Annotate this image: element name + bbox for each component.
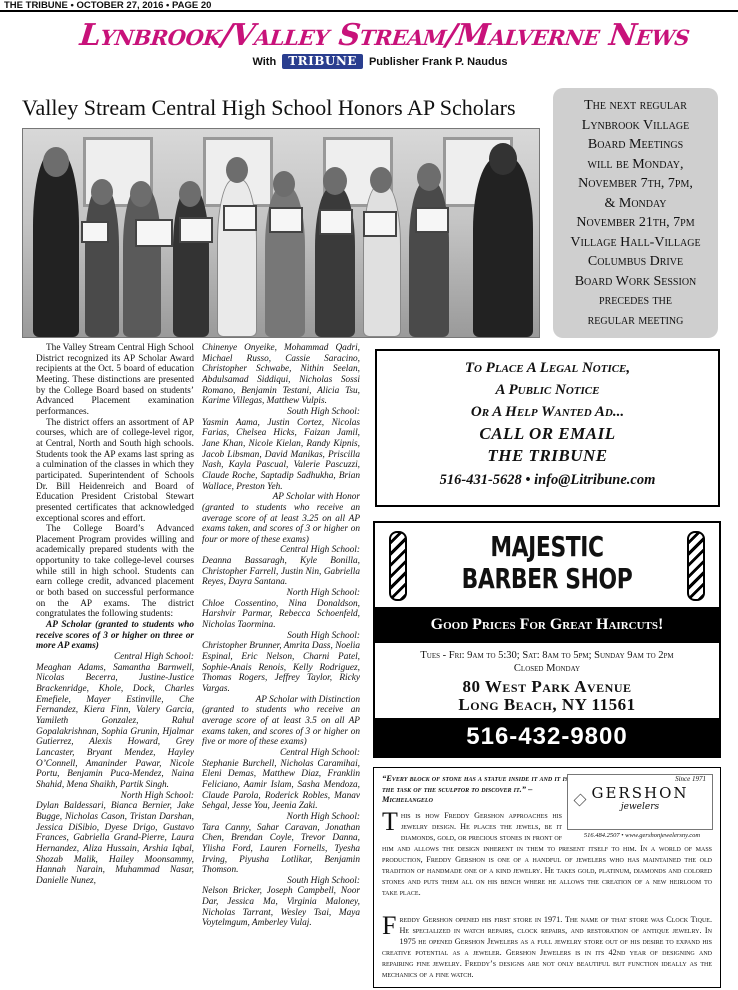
barber-phone[interactable]: 516-432-9800 xyxy=(375,718,719,756)
photo-person xyxy=(85,187,119,337)
article-paragraph: AP Scholar with Distinction xyxy=(255,694,360,705)
article-paragraph: AP Scholar with Honor xyxy=(272,492,360,503)
article-paragraph: South High School: xyxy=(287,630,360,641)
photo-head xyxy=(489,143,517,175)
legal-line: To Place A Legal Notice, xyxy=(464,360,631,376)
barber-name-line: BARBER SHOP xyxy=(461,562,633,595)
legal-tribune: THE TRIBUNE xyxy=(487,446,608,465)
dropcap: T xyxy=(382,807,398,836)
notice-line: & Monday xyxy=(604,195,667,211)
barber-hours-line: Closed Monday xyxy=(513,663,581,674)
article-paragraph: AP Scholar (granted to students who receive scores of 3 or higher on three or more AP exams) xyxy=(36,620,194,652)
masthead-subtitle xyxy=(80,54,680,69)
notice-line: Columbus Drive xyxy=(587,254,684,269)
barber-tagline: Good Prices For Great Haircuts! xyxy=(375,607,719,643)
article-column-1 xyxy=(36,343,194,886)
article-paragraph: North High School: xyxy=(286,811,360,822)
barber-header xyxy=(375,523,719,607)
notice-line: will be Monday, xyxy=(587,156,684,172)
article-paragraph: (granted to students who receive an average score of at least 3.5 on all AP exams taken, and scores of 3 or higher on five or more of these exams) xyxy=(202,705,360,748)
gershon-quote: “Every block of stone has a statue inside it and it is the task of the sculptor to discover it.” – Michelangelo xyxy=(382,773,569,804)
photo-certificate xyxy=(223,205,257,231)
barber-hours xyxy=(375,643,719,675)
photo-person xyxy=(409,181,449,337)
notice-line: The next regular xyxy=(584,98,687,113)
photo-person xyxy=(363,185,401,337)
barber-name xyxy=(413,523,681,595)
article-column-2 xyxy=(202,343,360,929)
layout-spacer xyxy=(562,810,712,834)
masthead-title: Lynbrook/Valley Stream/Malverne News xyxy=(78,18,692,53)
legal-contact[interactable]: 516-431-5628 • info@Litribune.com xyxy=(439,472,656,488)
photo-head xyxy=(91,179,113,205)
legal-line: A Public Notice xyxy=(495,382,600,398)
article-paragraph: North High School: xyxy=(286,588,360,599)
gershon-contact[interactable]: 516.484.2507 • www.gershonjewelersny.com xyxy=(583,832,701,839)
article-paragraph: The Valley Stream Central High School District recognized its AP Scholar Award recipients at the Oct. 5 board of education Meeting. These distinctions are presented by the College Board based on students’ Advanced Placement examination performances. xyxy=(36,343,194,417)
article-paragraph: Central High School: xyxy=(279,747,360,758)
article-paragraph: Dylan Baldessari, Bianca Bernier, Jake Bugge, Nicholas Cason, Tristan Darshan, Jessica DiSibio, Dyese Drigo, Gustavo Frances, Gabriella Grand-Pierre, Laura Hernandez, Aliza Hussain, Arshia Iqbal, Shozab Malik, Hailey Moonsammy, Hannah Narain, Muhammad Nasar, Danielle Nunez, xyxy=(36,801,194,886)
article-paragraph: Meaghan Adams, Samantha Barnwell, Nicolas Becerra, Justine-Justice Brackenridge, Khole, Dock, Charles Emefiele, Mayer Estinville, Che Fernandez, Kiera Finn, Valery Garcia, Yamileth Gonzalez, Rahul Gopalakrishnan, Sophia Grunin, Hjalmar Gutierrez, Alexis Howard, Grey Lancaster, Bryant Mendez, Hayley O’Connell, Amaninder Pawar, Nicole Portu, Benjamin Puca-Mendez, Naina Shahid, Mena Shaikh, Partik Singh. xyxy=(36,662,194,790)
article-paragraph: South High School: xyxy=(287,875,360,886)
notice-line: Board Work Session xyxy=(574,273,697,289)
masthead-with: With xyxy=(252,55,277,68)
tribune-logo: TRIBUNE xyxy=(282,54,363,69)
barber-hours-line: Tues - Fri: 9am to 5:30; Sat: 8am to 5pm; Sunday 9am to 2pm xyxy=(420,650,674,661)
notice-line: Village Hall-Village xyxy=(570,234,701,250)
article-paragraph: (granted to students who receive an average score of at least 3.25 on all AP exams taken, and scores of 3 or higher on four or more of these exams) xyxy=(202,502,360,545)
photo-head xyxy=(179,181,201,207)
barber-address xyxy=(375,678,719,714)
article-paragraph: North High School: xyxy=(120,790,194,801)
photo-head xyxy=(323,167,347,195)
notice-line: November 7th, 7pm, xyxy=(578,176,693,191)
article-paragraph: Tara Canny, Sahar Caravan, Jonathan Chen, Brendan Coyle, Trevor Danna, Ylisha Ford, Lauren Fornells, Tyesha Irving, Piyusha Lotlikar, Benjamin Thomson. xyxy=(202,822,360,876)
article-paragraph: Chinenye Onyeike, Mohammad Qadri, Michael Russo, Cassie Saracino, Christopher Schwabe, Nithin Seelan, Abdulsamad Siddiqui, Nicholas Sossi Romano, Benjamin Testani, Alicia Tsu, Karime Villegas, Matthew Vulpis. xyxy=(202,343,360,407)
notice-line: November 21th, 7pm xyxy=(576,215,695,230)
photo-certificate xyxy=(135,219,173,247)
photo-certificate xyxy=(179,217,213,243)
photo-certificate xyxy=(269,207,303,233)
masthead-publisher: Publisher Frank P. Naudus xyxy=(368,55,508,68)
notice-line: Board Meetings xyxy=(587,137,684,152)
barber-address-line: 80 West Park Avenue xyxy=(462,677,632,696)
gershon-brand-sub: jewelers xyxy=(620,802,660,812)
notice-line: regular meeting xyxy=(587,312,684,328)
gershon-since: Since 1971 xyxy=(675,775,706,783)
article-paragraph: Central High School: xyxy=(113,652,194,663)
barber-pole-icon xyxy=(687,531,705,601)
article-headline: Valley Stream Central High School Honors AP Scholars xyxy=(22,95,516,120)
legal-call: CALL OR EMAIL xyxy=(479,424,616,443)
article-paragraph: Nelson Bricker, Joseph Campbell, Noor Dar, Jessica Ma, Virginia Maloney, Nicholas Tarrant, Wesley Tsai, Maya Voytelmgum, Amberley Vulaj. xyxy=(202,886,360,929)
gershon-paragraph-text: reddy Gershon opened his first store in 1971. The name of that store was Clock Tique. He specialized in watch repairs, clock repairs, and restoration of antique jewelry. In 1975 he opened Gershon Jewelers as a full jewelry store out of his desire to expand his creative potential as a jeweler. Gershon Jewelers is in its 42nd year of designing and repairing fine jewelry. Freddy’s designs are not only beautiful but function ideally as the mechanics of a fine watch. xyxy=(382,915,712,979)
masthead xyxy=(78,18,692,69)
article-paragraph: South High School: xyxy=(287,406,360,417)
gershon-paragraph-1 xyxy=(382,807,712,898)
article-paragraph: Christopher Brunner, Amrita Dass, Noelia Espinal, Eric Nelson, Charni Patel, Sophie-Anais Renois, Kelly Rodriguez, Thomas Rogers, Jeffrey Taylor, Ricky Vargas. xyxy=(202,641,360,694)
notice-line: Lynbrook Village xyxy=(581,117,690,133)
page-header: THE TRIBUNE • OCTOBER 27, 2016 • PAGE 20 xyxy=(0,0,738,12)
photo-person xyxy=(123,187,161,337)
gershon-paragraph-2 xyxy=(382,911,712,980)
dropcap: F xyxy=(382,911,397,940)
article-paragraph: The College Board’s Advanced Placement Program provides willing and academically prepared students with the opportunity to take college-level courses while still in high school. Students can earn college credit, advanced placement or both based on successful performance on the AP exams. The district congratulates the following students: xyxy=(36,524,194,620)
photo-person xyxy=(473,157,533,337)
barber-address-line: Long Beach, NY 11561 xyxy=(458,695,636,714)
photo-certificate xyxy=(363,211,397,237)
barber-pole-icon xyxy=(389,531,407,601)
village-meeting-notice xyxy=(553,88,718,338)
article-paragraph: Yasmin Aama, Justin Cortez, Nicolas Farias, Chelsea Hicks, Faizan Jamil, Jane Khan, Nicole Kielan, Randy Kipnis, Jacob Libsman, David Manikas, Priscilla Nash, Kayla Pascual, Valerie Pascuzzi, Claude Roche, Saptadip Sadhukha, Brian Wallace, Preston Yeh. xyxy=(202,417,360,492)
article-paragraph: Stephanie Burchell, Nicholas Caramihai, Eleni Demas, Matthew Diaz, Franklin Feliciano, Aamir Islam, Sasha Mendoza, Claude Parola, Roderick Robles, Manav Sehgal, Jesse You, Jeenia Zaki. xyxy=(202,758,360,812)
legal-line: Or A Help Wanted Ad... xyxy=(470,404,625,420)
article-paragraph: Chloe Cossentino, Nina Donaldson, Harshvir Parmar, Rebecca Schoenfeld, Nicholas Taormina. xyxy=(202,598,360,631)
photo-head xyxy=(417,163,441,191)
gershon-brand: GERSHON xyxy=(591,784,689,802)
photo-head xyxy=(130,181,152,207)
article-paragraph: The district offers an assortment of AP courses, which are of college-level rigor, at Central, North and South high schools. Students took the AP exams last spring as a culmination of the classes in which they participated. Superintendent of Schools Dr. Bill Heidenreich and Board of Education President Cristobal Stewart presented certificates that acknowledged exceptional scores and effort. xyxy=(36,417,194,524)
photo-head xyxy=(370,167,392,193)
photo-certificate xyxy=(81,221,109,243)
photo-person xyxy=(173,189,209,337)
gershon-paragraph-text: his is how Freddy Gershon approaches his jewelry design. He places the jewels, be it diamonds, gold, or precious stones in front of him and allows the design inherent in them to present itself to him. In a world of mass production, Freddy Gershon is one of a handful of jewelers who has maintained the old tradition of handmade one of a kind jewelry. He takes gold, platinum, diamonds and colored stones and puts them all on his bench where he allows the creation of a new heirloom to take place. xyxy=(382,811,712,897)
gershon-jewelers-ad xyxy=(373,767,721,988)
photo-certificate xyxy=(415,207,449,233)
photo-person xyxy=(33,152,79,337)
notice-line: precedes the xyxy=(599,293,672,308)
article-photo xyxy=(22,128,540,338)
photo-head xyxy=(43,147,69,177)
article-paragraph: Central High School: xyxy=(279,545,360,556)
legal-notice-ad xyxy=(375,349,720,507)
barber-name-line: MAJESTIC xyxy=(490,530,604,563)
photo-certificate xyxy=(319,209,353,235)
article-paragraph: Deanna Bassaragh, Kyle Bonilla, Christopher Farrell, Justin Nin, Gabriella Reyes, Dayra Santana. xyxy=(202,556,360,588)
photo-person xyxy=(217,179,257,337)
barber-shop-ad xyxy=(373,521,721,758)
photo-head xyxy=(226,157,248,183)
photo-head xyxy=(273,171,295,197)
